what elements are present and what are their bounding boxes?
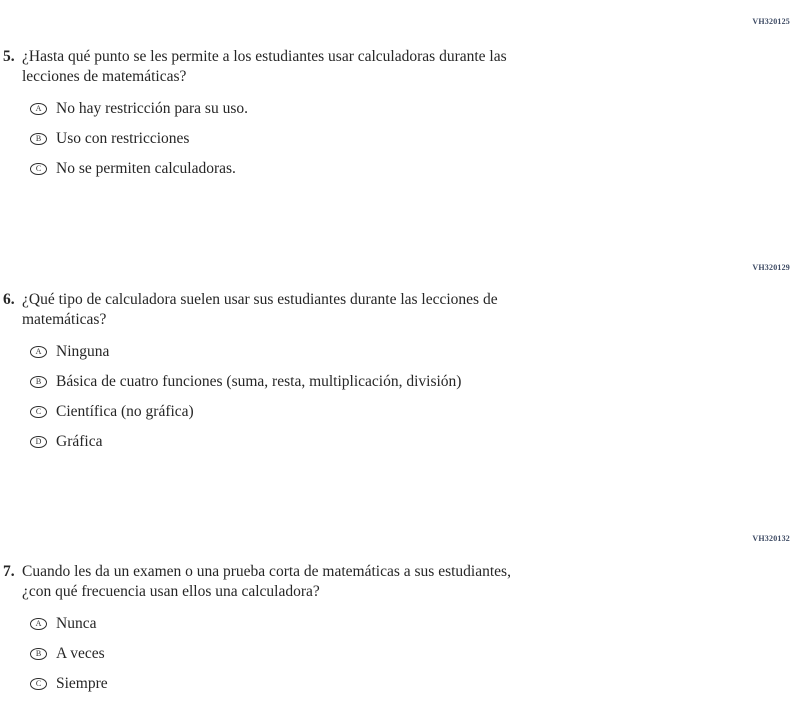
- question-block-6: [0, 262, 797, 452]
- answer-bubble[interactable]: A: [30, 618, 47, 631]
- question-block-7: [0, 533, 797, 694]
- question-text: [22, 290, 498, 330]
- question-text-line: lecciones de matemáticas?: [22, 68, 187, 85]
- answer-bubble[interactable]: B: [30, 133, 47, 146]
- option-row: [30, 614, 797, 634]
- answer-bubble[interactable]: C: [30, 406, 47, 419]
- option-label: Básica de cuatro funciones (suma, resta, multiplicación, división): [56, 373, 462, 390]
- question-5: [0, 47, 797, 87]
- question-number: 5.: [3, 48, 15, 65]
- answer-bubble[interactable]: A: [30, 346, 47, 359]
- options-list: [0, 342, 797, 452]
- item-code: VH320125: [752, 17, 790, 26]
- option-row: [30, 674, 797, 694]
- options-list: [0, 99, 797, 179]
- answer-bubble[interactable]: A: [30, 103, 47, 116]
- question-6: [0, 290, 797, 330]
- question-text-line: Cuando les da un examen o una prueba corta de matemáticas a sus estudiantes,: [22, 563, 511, 580]
- option-row: [30, 159, 797, 179]
- option-label: A veces: [56, 645, 105, 662]
- options-list: [0, 614, 797, 694]
- question-text-line: ¿Qué tipo de calculadora suelen usar sus estudiantes durante las lecciones de: [22, 291, 498, 308]
- option-row: [30, 402, 797, 422]
- option-label: Siempre: [56, 675, 108, 692]
- option-row: [30, 644, 797, 664]
- answer-bubble[interactable]: B: [30, 376, 47, 389]
- question-block-5: [0, 16, 797, 179]
- answer-bubble[interactable]: D: [30, 436, 47, 449]
- item-code: VH320132: [752, 534, 790, 543]
- question-text: [22, 47, 507, 87]
- question-text-line: ¿Hasta qué punto se les permite a los estudiantes usar calculadoras durante las: [22, 48, 507, 65]
- question-number: 6.: [3, 291, 15, 308]
- option-row: [30, 129, 797, 149]
- question-7: [0, 562, 797, 602]
- option-label: No se permiten calculadoras.: [56, 160, 236, 177]
- option-row: [30, 372, 797, 392]
- option-label: Uso con restricciones: [56, 130, 190, 147]
- question-text: [22, 562, 511, 602]
- question-number: 7.: [3, 563, 15, 580]
- option-row: [30, 99, 797, 119]
- option-row: [30, 432, 797, 452]
- answer-bubble[interactable]: C: [30, 163, 47, 176]
- option-label: No hay restricción para su uso.: [56, 100, 248, 117]
- option-label: Ninguna: [56, 343, 110, 360]
- question-text-line: ¿con qué frecuencia usan ellos una calculadora?: [22, 583, 320, 600]
- item-code: VH320129: [752, 263, 790, 272]
- question-text-line: matemáticas?: [22, 311, 107, 328]
- option-label: Gráfica: [56, 433, 103, 450]
- option-label: Nunca: [56, 615, 97, 632]
- option-row: [30, 342, 797, 362]
- answer-bubble[interactable]: B: [30, 648, 47, 661]
- answer-bubble[interactable]: C: [30, 678, 47, 691]
- option-label: Científica (no gráfica): [56, 403, 194, 420]
